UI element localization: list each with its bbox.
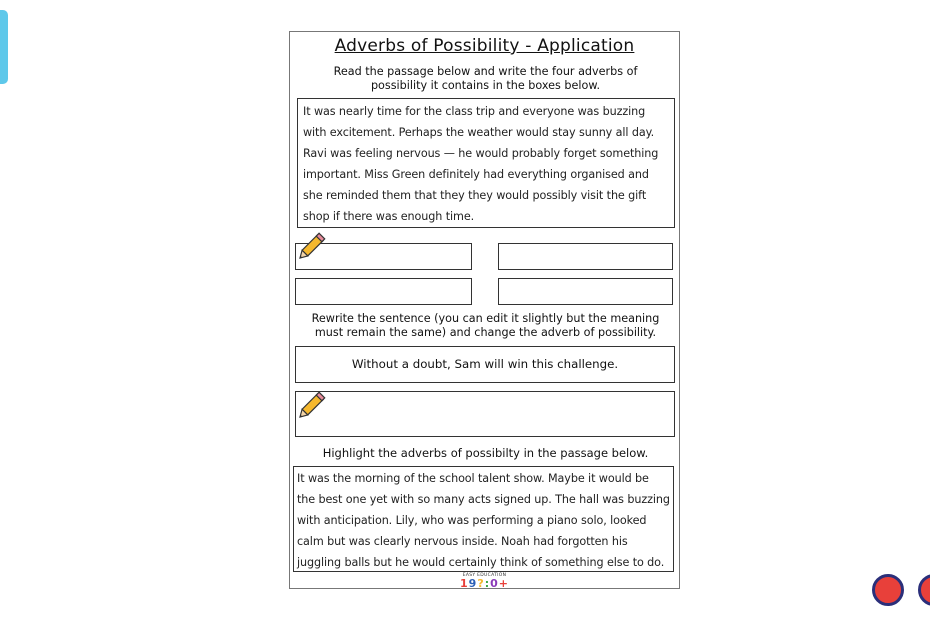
passage-one: It was nearly time for the class trip and everyone was buzzing with excitement. Perhaps the weather would stay sunny all day. Ravi was feeling nervous — he would probably forget something important. Miss Green definitely had everything organised and she reminded them that they they would possibly visit the gift shop if there was enough time. <box>297 98 675 228</box>
sentence-box: Without a doubt, Sam will win this challenge. <box>295 346 675 383</box>
red-circle-icon[interactable] <box>872 574 904 606</box>
answer-box-4[interactable] <box>498 278 673 305</box>
answer-box-2[interactable] <box>498 243 673 270</box>
logo-digits: 19?:0+ <box>460 577 509 590</box>
passage-two: It was the morning of the school talent show. Maybe it would be the best one yet with so many acts signed up. The hall was buzzing with anticipation. Lily, who was performing a piano solo, looked calm but was clearly nervous inside. Noah had forgotten his juggling balls but he would certainly think of something else to do. <box>293 466 674 572</box>
red-circle-icon[interactable] <box>918 574 930 606</box>
worksheet-title: Adverbs of Possibility - Application <box>334 36 635 56</box>
rewrite-answer-box[interactable] <box>295 391 675 437</box>
logo-text: EASY EDUCATION <box>462 573 507 578</box>
accent-shape <box>0 10 8 84</box>
instruction-rewrite: Rewrite the sentence (you can edit it slightly but the meaning must remain the same) and change the adverb of possibility. <box>311 312 660 339</box>
instruction-highlight: Highlight the adverbs of possibilty in the passage below. <box>322 446 649 460</box>
easy-education-logo <box>290 573 679 589</box>
pencil-icon <box>294 387 330 423</box>
worksheet-page <box>289 31 680 589</box>
answer-box-3[interactable] <box>295 278 472 305</box>
instruction-adverbs: Read the passage below and write the four adverbs of possibility it contains in the boxes below. <box>333 65 638 92</box>
pencil-icon <box>294 228 330 264</box>
